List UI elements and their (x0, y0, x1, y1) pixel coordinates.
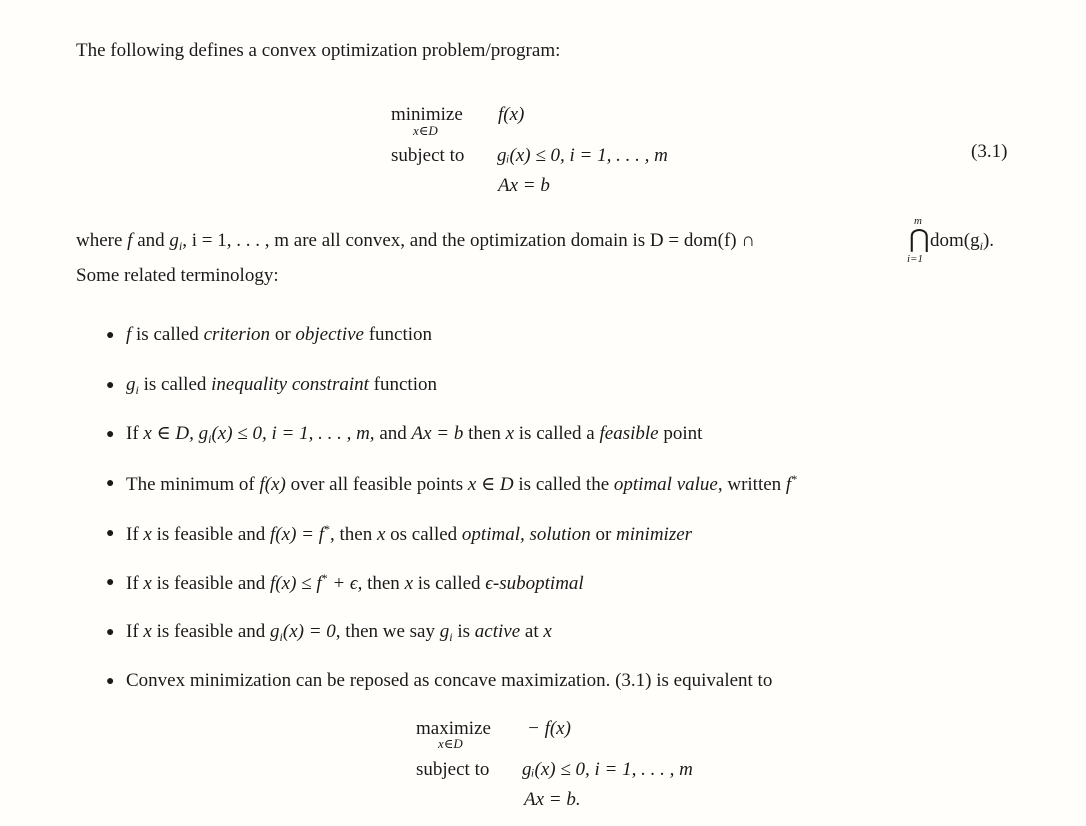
subject-to-label: subject to (391, 145, 465, 166)
math: x (143, 621, 152, 642)
math: x (404, 573, 413, 594)
text: If (126, 573, 144, 594)
math: g (439, 621, 450, 642)
math-superscript: * (791, 472, 798, 486)
text: is called (131, 324, 204, 345)
intersection-upper: m (914, 215, 922, 227)
text: is feasible and (151, 621, 271, 642)
dom-g-text: dom(g (930, 230, 980, 251)
math: x (505, 423, 515, 444)
dom-g-expression (930, 231, 994, 252)
text: is (452, 621, 475, 642)
bullet-dot: ● (106, 328, 115, 343)
term-active: active (474, 621, 521, 642)
text: The minimum of (126, 474, 260, 495)
intersection-lower: i=1 (907, 253, 923, 265)
text: If (126, 423, 144, 444)
minimize-subscript: x∈D (413, 123, 438, 138)
text: If (126, 524, 144, 545)
text: , then (330, 524, 377, 545)
term-epsilon-suboptimal: ϵ-suboptimal (485, 573, 584, 594)
list-item-6 (126, 572, 584, 593)
intro-text: The following defines a convex optimization problem/program: (76, 40, 561, 61)
math: g (270, 621, 280, 642)
list-item-1 (126, 325, 432, 344)
bullet-dot: ● (106, 526, 115, 541)
math: f(x) (259, 474, 286, 495)
list-item-5 (126, 523, 692, 544)
g-symbol: g (169, 230, 179, 251)
text: function (363, 324, 433, 345)
math: + ϵ (327, 573, 358, 594)
term-optimal-value: optimal value (613, 474, 718, 495)
f-symbol: f (127, 230, 133, 251)
term-criterion: criterion (203, 324, 271, 345)
math: x ∈ D (467, 474, 514, 495)
term-objective: objective (295, 324, 364, 345)
where-line (76, 231, 755, 252)
math-superscript: * (324, 522, 330, 536)
text: or (590, 524, 617, 545)
math-subscript: i (279, 630, 283, 644)
math: x (376, 524, 386, 545)
equation-number: (3.1) (971, 141, 1008, 162)
math: x (143, 524, 152, 545)
maximize-subscript: x∈D (438, 736, 463, 751)
math: f(x) ≤ f (270, 573, 322, 594)
g-subscript: i (178, 239, 183, 253)
text: function (368, 374, 437, 395)
list-item-7 (126, 622, 552, 643)
intersection-symbol: ⋂ (909, 226, 930, 253)
minimize-label: minimize (391, 104, 463, 125)
math: Ax = b (411, 423, 464, 444)
text: is called the (513, 474, 614, 495)
text: is called (413, 573, 486, 594)
list-item-2 (126, 375, 437, 396)
where-word: where (76, 230, 123, 251)
bullet-dot: ● (106, 575, 115, 590)
text: , then we say (335, 621, 440, 642)
list-item-4 (126, 473, 797, 494)
objective-expression: f(x) (498, 104, 525, 125)
math-subscript: i (449, 630, 453, 644)
math: x ∈ D, g (143, 423, 209, 444)
bullet-dot: ● (106, 378, 115, 393)
math: x (543, 621, 552, 642)
math: f (785, 474, 792, 495)
term-feasible: feasible (599, 423, 659, 444)
term-optimal: optimal, solution (461, 524, 591, 545)
text: or (270, 324, 296, 345)
text: at (520, 621, 544, 642)
text: over all feasible points (285, 474, 468, 495)
term-inequality-constraint: inequality constraint (211, 374, 369, 395)
text: then (463, 423, 506, 444)
g-symbol: g (126, 374, 136, 395)
terminology-heading: Some related terminology: (76, 265, 279, 286)
text: , written (717, 474, 786, 495)
bullet-dot: ● (106, 674, 115, 689)
text: is feasible and (151, 573, 271, 594)
math: (x) ≤ 0, i = 1, . . . , m, (211, 423, 375, 444)
g-subscript: i (135, 383, 139, 397)
where-rest: , i = 1, . . . , m are all convex, and the optimization domain is D = dom(f) ∩ (182, 230, 756, 251)
and-word: and (137, 230, 165, 251)
inequality-constraint: gᵢ(x) ≤ 0, i = 1, . . . , m (522, 759, 693, 780)
inequality-constraint: gᵢ(x) ≤ 0, i = 1, . . . , m (497, 145, 668, 166)
text: is called a (514, 423, 600, 444)
objective-expression: − f(x) (527, 718, 571, 739)
bullet-dot: ● (106, 625, 115, 640)
math: x (143, 573, 152, 594)
text: , then (357, 573, 405, 594)
list-item-3 (126, 424, 702, 445)
text: os called (385, 524, 462, 545)
text: is called (138, 374, 212, 395)
subject-to-label: subject to (416, 759, 490, 780)
equality-constraint: Ax = b. (524, 789, 581, 810)
f-symbol: f (126, 324, 132, 345)
text: If (126, 621, 144, 642)
term-minimizer: minimizer (616, 524, 693, 545)
math: f(x) = f (270, 524, 324, 545)
equality-constraint: Ax = b (498, 175, 550, 196)
math-subscript: i (208, 432, 212, 446)
dom-g-end: ). (982, 230, 995, 251)
dom-g-subscript: i (979, 239, 983, 253)
math: (x) = 0 (282, 621, 336, 642)
text: is feasible and (151, 524, 271, 545)
text: and (374, 423, 412, 444)
math-superscript: * (321, 571, 328, 585)
maximize-label: maximize (416, 718, 491, 739)
bullet-dot: ● (106, 476, 115, 491)
text: point (658, 423, 703, 444)
list-item-8: Convex minimization can be reposed as concave maximization. (3.1) is equivalent to (126, 670, 773, 691)
bullet-dot: ● (106, 427, 115, 442)
